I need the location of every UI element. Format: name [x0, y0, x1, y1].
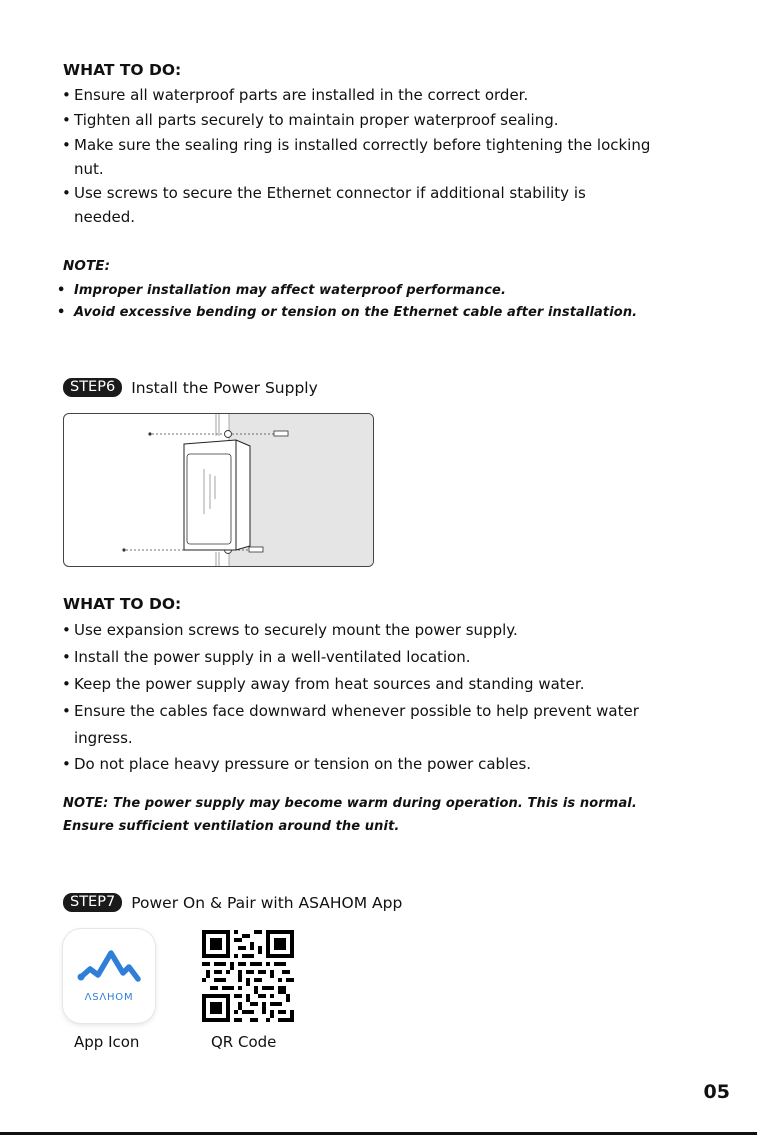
step-title: Install the Power Supply: [131, 378, 318, 397]
page-number: 05: [703, 1081, 730, 1103]
list-item: • Install the power supply in a well-ventilated location.: [62, 648, 471, 666]
qr-code-caption: QR Code: [211, 1033, 277, 1051]
step-title: Power On & Pair with ASAHOM App: [131, 893, 403, 912]
list-item: • Use screws to secure the Ethernet connector if additional stability is: [62, 184, 586, 202]
list-item-continuation: needed.: [74, 208, 136, 226]
step7-header: [63, 893, 402, 912]
list-item-continuation: ingress.: [74, 729, 133, 747]
note-item: • Avoid excessive bending or tension on the Ethernet cable after installation.: [57, 305, 638, 320]
list-item: • Tighten all parts securely to maintain proper waterproof sealing.: [62, 111, 559, 129]
note-item: • Improper installation may affect waterproof performance.: [57, 283, 507, 298]
list-item: • Keep the power supply away from heat sources and standing water.: [62, 675, 585, 693]
step-badge: STEP7: [63, 893, 122, 912]
list-item: • Ensure the cables face downward whenever possible to help prevent water: [62, 702, 639, 720]
list-item: • Ensure all waterproof parts are installed in the correct order.: [62, 86, 529, 104]
app-icon-caption: App Icon: [74, 1033, 140, 1051]
section-heading-what-to-do: WHAT TO DO:: [63, 61, 182, 79]
section-heading-what-to-do: WHAT TO DO:: [63, 595, 182, 613]
app-logo-icon: [63, 929, 155, 1023]
asahom-app-icon[interactable]: [63, 929, 155, 1023]
mounting-illustration: [64, 414, 373, 566]
note-title: NOTE:: [63, 258, 111, 274]
app-brand-text: ΛSΛHOM: [84, 992, 134, 1003]
step-badge: STEP6: [63, 378, 122, 397]
step6-header: [63, 378, 318, 397]
list-item-continuation: nut.: [74, 160, 104, 178]
list-item: • Do not place heavy pressure or tension on the power cables.: [62, 755, 532, 773]
list-item: • Make sure the sealing ring is installed correctly before tightening the locking: [62, 136, 651, 154]
note-line: Ensure sufficient ventilation around the unit.: [63, 819, 400, 834]
qr-code-graphic: [202, 930, 294, 1022]
power-supply-mounting-diagram: [63, 413, 374, 567]
note-line: NOTE: The power supply may become warm during operation. This is normal.: [63, 796, 637, 811]
list-item: • Use expansion screws to securely mount the power supply.: [62, 621, 518, 639]
qr-code-icon[interactable]: [202, 930, 294, 1022]
